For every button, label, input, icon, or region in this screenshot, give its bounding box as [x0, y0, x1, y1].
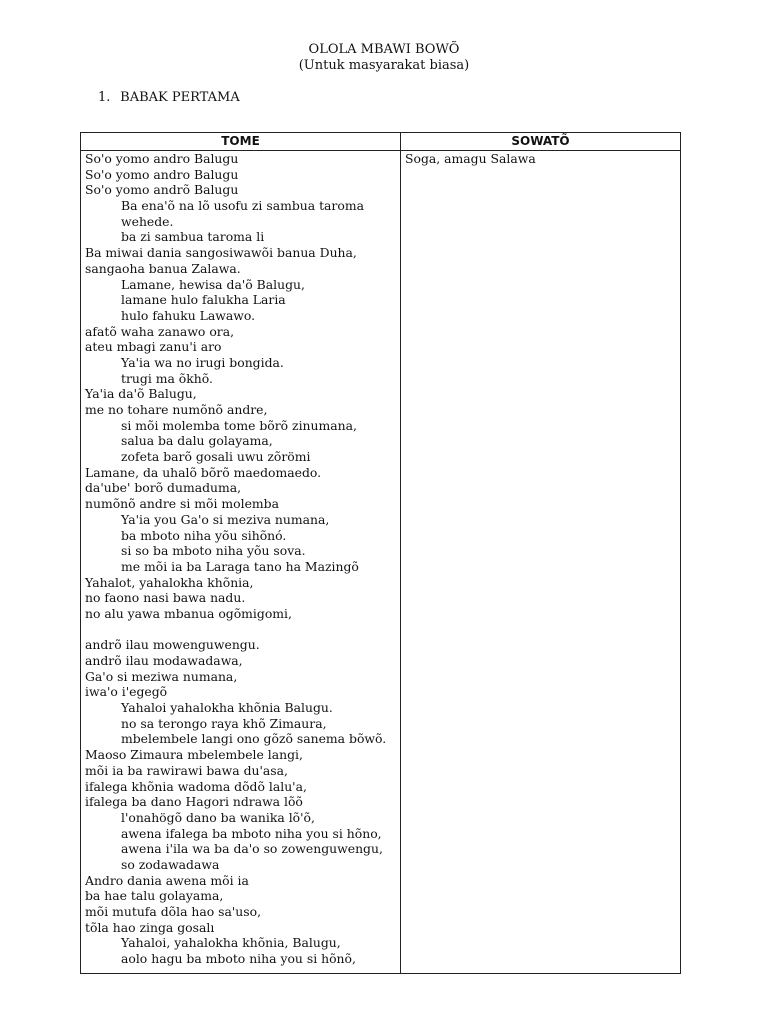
table-header-row: [81, 133, 681, 151]
tome-line: Ba miwai dania sangosiwawõi banua Duha,: [85, 245, 357, 261]
tome-line: awena ifalega ba mboto niha you si hõno,: [121, 825, 382, 841]
header-tome: TOME: [81, 133, 401, 151]
tome-line: Yahalot, yahalokha khõnia,: [85, 574, 254, 590]
tome-line: lamane hulo falukha Laria: [121, 292, 286, 308]
tome-line: ba mboto niha yõu sihõnó.: [121, 527, 287, 543]
poem-table: [80, 132, 681, 974]
tome-line: Ya'ia you Ga'o si meziva numana,: [121, 511, 330, 527]
tome-line: wehede.: [121, 213, 174, 229]
tome-line: ba zi sambua taroma li: [121, 229, 265, 245]
tome-cell: [81, 151, 401, 974]
tome-line: da'ube' borõ dumaduma,: [85, 480, 242, 496]
tome-line: hulo fahuku Lawawo.: [121, 307, 256, 323]
tome-line: So'o yomo andro Balugu: [85, 166, 239, 182]
tome-line: Lamane, hewisa da'õ Balugu,: [121, 276, 305, 292]
sowato-cell: [401, 151, 681, 974]
tome-line: zofeta barõ gosali uwu zõrömi: [121, 449, 311, 465]
tome-line: no sa terongo raya khõ Zimaura,: [121, 715, 327, 731]
tome-line: Ga'o si meziwa numana,: [85, 668, 238, 684]
tome-line: trugi ma õkhõ.: [121, 370, 213, 386]
table-row: [81, 151, 681, 974]
tome-line: so zodawadawa: [121, 856, 220, 872]
tome-line: mbelembele langi ono gõzõ sanema bõwõ.: [121, 731, 387, 747]
tome-line: Yahaloi yahalokha khõnia Balugu.: [121, 700, 333, 716]
tome-line: l'onahögõ dano ba wanika lõ'õ,: [121, 809, 315, 825]
tome-line: afatõ waha zanawo ora,: [85, 323, 235, 339]
tome-line: ifalega ba dano Hagori ndrawa lõõ: [85, 794, 303, 810]
tome-line: mõi ia ba rawirawi bawa du'asa,: [85, 762, 288, 778]
tome-line: si mõi molemba tome bõrõ zinumana,: [121, 417, 357, 433]
tome-line: numõnõ andre si mõi molemba: [85, 496, 279, 512]
tome-line: sangaoha banua Zalawa.: [85, 260, 241, 276]
tome-line: Lamane, da uhalõ bõrõ maedomaedo.: [85, 464, 322, 480]
document-subtitle: (Untuk masyarakat biasa): [298, 58, 470, 73]
tome-line: iwa'o i'egegõ: [85, 684, 168, 700]
tome-line: ateu mbagi zanu'i aro: [85, 339, 222, 355]
tome-line: Maoso Zimaura mbelembele langi,: [85, 747, 303, 763]
tome-line: aolo hagu ba mboto niha you si hõnõ,: [121, 951, 356, 967]
tome-line: Ya'ia wa no irugi bongida.: [121, 354, 284, 370]
tome-line: tõla hao zinga gosalı: [85, 919, 215, 935]
tome-line: me no tohare numõnõ andre,: [85, 402, 268, 417]
tome-line: So'o yomo andrõ Balugu: [85, 182, 239, 198]
tome-line: ifalega khõnia wadoma dõdõ lalu'a,: [85, 778, 307, 794]
tome-line: si so ba mboto niha yõu sova.: [121, 543, 306, 559]
tome-line: no faono nasi bawa nadu.: [85, 590, 246, 606]
tome-line: andrõ ilau mowenguwengu.: [85, 637, 260, 653]
tome-line: Yahaloi, yahalokha khõnia, Balugu,: [121, 935, 341, 951]
tome-line: Andro dania awena mõi ia: [85, 872, 249, 888]
tome-line: [85, 622, 396, 638]
tome-line: andrõ ilau modawadawa,: [85, 653, 243, 668]
section-heading: [98, 89, 240, 106]
sowato-line: Soga, amagu Salawa: [405, 151, 536, 166]
document-title: OLOLA MBAWI BOWÕ: [308, 42, 460, 57]
section-title: BABAK PERTAMA: [120, 90, 240, 105]
tome-line: Ba ena'õ na lõ usofu zi sambua taroma: [121, 198, 364, 214]
tome-line: me mõi ia ba Laraga tano ha Mazingõ: [121, 558, 359, 574]
tome-line: mõi mutufa dõla hao sa'uso,: [85, 904, 262, 919]
tome-line: no alu yawa mbanua ogõmigomi,: [85, 605, 292, 621]
tome-line: salua ba dalu golayama,: [121, 433, 273, 449]
header-sowato: SOWATÕ: [401, 133, 681, 151]
tome-line: ba hae talu golayama,: [85, 888, 224, 904]
tome-line: Ya'ia da'õ Balugu,: [85, 386, 197, 402]
tome-line: awena i'ila wa ba da'o so zowenguwengu,: [121, 841, 383, 857]
section-number: 1.: [98, 90, 111, 105]
tome-line: So'o yomo andro Balugu: [85, 151, 239, 166]
